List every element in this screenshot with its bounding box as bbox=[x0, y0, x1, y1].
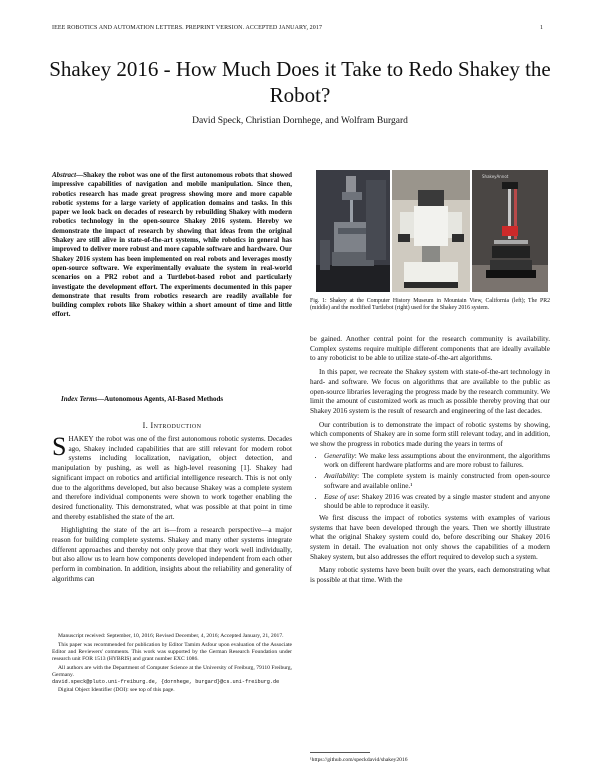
contribution-list bbox=[310, 452, 550, 512]
footnote-recommended: This paper was recommended for publication by Editor Tamim Asfour upon evaluation of the Associate Editor and Reviewers' comments. This work was supported by the German Research Foundation under research unit FOR 1513 (HYBRIS) and grant number EXC 1086. bbox=[52, 642, 292, 662]
footnote-github: ¹https://github.com/speckdavid/shakey2016 bbox=[310, 757, 408, 763]
section-heading: I. Introduction bbox=[142, 421, 202, 430]
right-paragraph-1: In this paper, we recreate the Shakey system with state-of-the-art technology in hard- and software. We focus on algorithms that are available to the public as open-source libraries leveraging the progress made by the research community. We limit the amount of customized work as much as possible thereby proving that our Shakey 2016 system is the result of research and engineering of the last decades. bbox=[310, 368, 550, 415]
contribution-term: Generality bbox=[324, 451, 355, 460]
footnote-rule bbox=[310, 752, 370, 753]
footnote-doi: Digital Object Identifier (DOI): see top of this page. bbox=[58, 687, 175, 693]
drop-cap: S bbox=[52, 432, 67, 461]
shakey-robot-image bbox=[316, 170, 390, 292]
right-paragraph-2: Our contribution is to demonstrate the impact of robotic systems by showing, which components of Shakey are in some form still relevant today, and in addition, we show the progress in robotics made during the years in terms of bbox=[310, 420, 550, 449]
contribution-text: : We make less assumptions about the environment, the algorithms work on different hardware platforms and are more robust to failures. bbox=[324, 451, 550, 470]
intro-paragraph-2: Highlighting the state of the art is—from a research perspective—a major reason for building complete systems. Shakey and many other systems integrate different approaches and thereby not only prove that they work well individually, but also allow us to learn how components developed independent from each other perform in combination. In addition, insights about the reliability and generality of algorithms can bbox=[52, 526, 292, 583]
right-paragraph-3: We first discuss the impact of robotics systems with examples of various systems that have been developed through the years. Then we shortly illustrate what the original Shakey system could do, before describing our Shakey 2016 system in detail. The evaluation not only shows the capabilities of a modern Shakey system, but also addresses the effort required to develop such a system. bbox=[310, 513, 550, 561]
introduction-body bbox=[52, 432, 292, 585]
first-word: HAKEY bbox=[68, 435, 94, 443]
index-terms-label: Index Terms bbox=[61, 395, 98, 403]
paper-title: Shakey 2016 - How Much Does it Take to Redo Shakey the Robot? bbox=[49, 57, 551, 107]
right-paragraph-4: Many robotic systems have been built over the years, each demonstrating what is possible at that time. With the bbox=[310, 566, 550, 585]
footnotes bbox=[52, 633, 292, 694]
abstract bbox=[52, 171, 292, 320]
page-number: 1 bbox=[540, 25, 544, 31]
photo-turtlebot bbox=[472, 170, 548, 292]
abstract-label: Abstract bbox=[52, 171, 77, 179]
index-terms bbox=[52, 395, 292, 404]
photo-pr2 bbox=[392, 170, 470, 292]
pr2-robot-image bbox=[392, 170, 470, 292]
intro-paragraph-1-text: the robot was one of the first autonomous robotic systems. Decades ago, Shakey included capabilities that are still relevant for modern robot systems including localization, navigation, object detection, and manipulation by pushing, as well as high-level reasoning [1]. Shakey had significant impact on robotics and artificial intelligence research. This is not only due to the algorithms developed, but also because Shakey was a complete system and therefore individual components were shown to work together enabling the desired functionality. This demonstrated, what was possible at that point in time and thereby established the state of the art. bbox=[52, 435, 292, 521]
index-terms-text: —Autonomous Agents, AI-Based Methods bbox=[97, 395, 224, 403]
photo-watermark: ShakeyAnnot bbox=[482, 174, 509, 179]
right-paragraph-0: be gained. Another central point for the research community is availability. Complex systems require multiple different components that are ideally available to any roboticist to be able to utilize state-of-the-art algorithms. bbox=[310, 335, 550, 363]
footnote-affiliation: All authors are with the Department of Computer Science at the University of Freiburg, 79110 Freiburg, Germany. bbox=[52, 665, 292, 678]
contribution-term: Ease of use bbox=[324, 492, 358, 501]
footnote-emails: david.speck@pluto.uni-freiburg.de, {dornhege, burgard}@cs.uni-freiburg.de bbox=[52, 679, 280, 685]
running-header: IEEE ROBOTICS AND AUTOMATION LETTERS. PREPRINT VERSION. ACCEPTED JANUARY, 2017 bbox=[52, 25, 323, 31]
footnote-received: Manuscript received: September, 10, 2016; Revised December, 4, 2016; Accepted January, 21, 2017. bbox=[58, 633, 284, 639]
contribution-text: : Shakey 2016 was created by a single master student and anyone should be able to reproduce it easily. bbox=[324, 492, 550, 511]
contribution-item bbox=[324, 452, 550, 471]
abstract-text: —Shakey the robot was one of the first autonomous robots that showed impressive capabilities of navigation and mobile manipulation. Since then, robotics research has made great progress showing more and more capable robotic systems for a large variety of application domains and tasks. In this paper we look back on decades of research by rebuilding Shakey with modern robotics technology in the open-source Shakey 2016 system. Hereby we demonstrate the impact of research by showing that ideas from the original Shakey are still alive in state-of-the-art systems, while robotics in general has improved to deliver more robust and more capable software and hardware. Our Shakey 2016 system has been implemented on real robots and leverages mostly open-source software. We experimentally evaluate the system in real-world scenarios on a PR2 robot and a Turtlebot-based robot and particularly investigate the development effort. The experiments documented in this paper demonstrate that results from robotics research are readily available for building complex robots like Shakey within a short amount of time and little effort. bbox=[52, 171, 292, 319]
contribution-item bbox=[324, 472, 550, 491]
figure-caption: Fig. 1: Shakey at the Computer History Museum in Mountain View, California (left); The PR2 (middle) and the modified Turtlebot (right) used for the Shakey 2016 system. bbox=[310, 298, 550, 312]
intro-paragraph-1 bbox=[52, 432, 292, 522]
contribution-term: Availability bbox=[324, 472, 358, 481]
author-list: David Speck, Christian Dornhege, and Wolfram Burgard bbox=[192, 116, 408, 126]
turtlebot-image bbox=[472, 170, 548, 292]
photo-shakey bbox=[316, 170, 390, 292]
contribution-item bbox=[324, 493, 550, 512]
right-column-body bbox=[310, 335, 550, 586]
contribution-text: : The complete system is mainly constructed from open-source software and available online.¹ bbox=[324, 472, 550, 490]
